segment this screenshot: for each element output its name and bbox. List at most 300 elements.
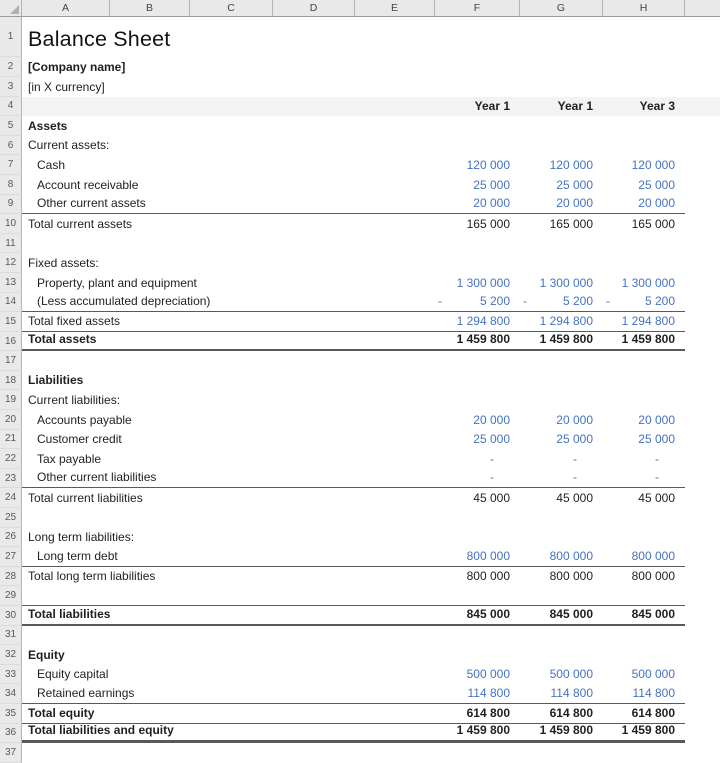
cell-G37[interactable] [520,743,603,763]
cell-G27[interactable] [520,547,603,566]
cell-G5[interactable] [520,116,603,136]
cell-F19[interactable] [435,390,520,410]
row-header-35[interactable]: 35 [0,704,22,724]
sheet-row [0,410,720,430]
cell-text: 25 000 [638,177,675,192]
cell-F3[interactable] [435,77,520,97]
cell-text: - [490,451,494,466]
row-content [22,449,685,469]
cell-F8[interactable] [435,175,520,195]
cell-text: 25 000 [638,432,675,447]
cell-text: 45 000 [473,491,510,506]
negative-sign: - [438,294,442,309]
cell-G12[interactable] [520,253,603,273]
cell-A11[interactable] [22,234,435,254]
cell-F27[interactable] [435,547,520,566]
cell-G35[interactable] [520,704,603,723]
cell-F31[interactable] [435,626,520,646]
row-content [22,136,685,156]
cell-H27[interactable] [603,547,685,566]
row-filler [685,528,720,548]
cell-F7[interactable] [435,155,520,175]
cell-H21[interactable] [603,430,685,450]
cell-text: Year 3 [639,99,675,114]
cell-text: 614 800 [466,705,510,720]
cell-F13[interactable] [435,273,520,293]
cell-G8[interactable] [520,175,603,195]
sheet-row [0,449,720,469]
row-header-27[interactable]: 27 [0,547,22,567]
row-content [22,528,685,548]
column-header-a[interactable]: A [22,0,110,16]
row-filler [685,17,720,57]
sheet-row [0,195,720,215]
row-header-30[interactable]: 30 [0,606,22,626]
cell-F34[interactable] [435,684,520,703]
cell-A15[interactable]: Total fixed assets [28,313,121,328]
column-header-f[interactable]: F [435,0,520,16]
row-header-25[interactable]: 25 [0,508,22,528]
column-header-d[interactable]: D [273,0,355,16]
cell-H30[interactable] [603,606,685,624]
cell-A6[interactable]: Current assets: [28,138,110,153]
cell-F5[interactable] [435,116,520,136]
cell-H37[interactable] [603,743,685,763]
cell-G30[interactable] [520,606,603,624]
row-header-36[interactable]: 36 [0,724,22,744]
cell-H22[interactable] [603,449,685,469]
cell-H36[interactable] [603,724,685,741]
cell-text: 614 800 [631,705,675,720]
cell-F9[interactable] [435,195,520,214]
cell-G17[interactable] [520,351,603,371]
row-content [22,430,685,450]
cell-A5[interactable]: Assets [28,118,68,133]
cell-A27[interactable]: Long term debt [37,548,118,563]
cell-text: 1 459 800 [539,332,593,347]
sheet-row [0,390,720,410]
cell-text: 800 000 [631,569,675,584]
row-header-24[interactable]: 24 [0,488,22,508]
cell-text: 1 459 800 [456,332,510,347]
row-filler [685,724,720,744]
row-header-12[interactable]: 12 [0,253,22,273]
cell-H29[interactable] [603,586,685,605]
cell-H28[interactable] [603,567,685,587]
row-content [22,273,685,293]
row-filler [685,293,720,313]
cell-G24[interactable] [520,488,603,508]
cell-G1[interactable] [520,17,603,57]
sheet-row [0,547,720,567]
cell-G6[interactable] [520,136,603,156]
cell-F24[interactable] [435,488,520,508]
cell-text: 5 200 [562,294,593,309]
cell-F18[interactable] [435,371,520,391]
row-header-22[interactable]: 22 [0,449,22,469]
cell-A25[interactable] [22,508,435,528]
row-header-8[interactable]: 8 [0,175,22,195]
cell-A13[interactable]: Property, plant and equipment [37,275,197,290]
sheet-row [0,626,720,646]
row-filler [685,273,720,293]
rows [0,17,720,763]
cell-H10[interactable] [603,214,685,234]
cell-H7[interactable] [603,155,685,175]
cell-A32[interactable]: Equity [28,647,65,662]
cell-F32[interactable] [435,645,520,665]
row-header-2[interactable]: 2 [0,57,22,77]
cell-G14[interactable] [520,293,603,312]
sheet-row [0,116,720,136]
cell-H24[interactable] [603,488,685,508]
row-header-34[interactable]: 34 [0,684,22,704]
row-filler [685,155,720,175]
row-header-3[interactable]: 3 [0,77,22,97]
cell-G32[interactable] [520,645,603,665]
cell-text: 1 300 000 [621,275,675,290]
cell-text: 120 000 [549,157,593,172]
cell-text: 1 294 800 [539,313,593,328]
cell-A24[interactable]: Total current liabilities [28,491,143,506]
cell-H19[interactable] [603,390,685,410]
cell-F2[interactable] [435,57,520,77]
sheet-row [0,704,720,724]
row-content [22,684,685,704]
cell-G10[interactable] [520,214,603,234]
row-filler [685,684,720,704]
row-filler [685,390,720,410]
cell-F21[interactable] [435,430,520,450]
cell-H17[interactable] [603,351,685,371]
row-header-32[interactable]: 32 [0,645,22,665]
cell-H20[interactable] [603,410,685,430]
select-all-corner[interactable] [0,0,22,16]
negative-sign: - [523,294,527,309]
cell-text: 25 000 [556,177,593,192]
cell-G13[interactable] [520,273,603,293]
row-header-16[interactable]: 16 [0,332,22,352]
cell-text: 800 000 [631,548,675,563]
row-header-37[interactable]: 37 [0,743,22,763]
cell-A2[interactable]: [Company name] [28,59,126,74]
page-title[interactable]: Balance Sheet [28,27,171,52]
sheet-row [0,77,720,97]
cell-G31[interactable] [520,626,603,646]
cell-A12[interactable]: Fixed assets: [28,255,99,270]
cell-H23[interactable] [603,469,685,488]
cell-A17[interactable] [22,351,435,371]
sheet-row [0,508,720,528]
sheet-row [0,97,720,117]
sheet-row [0,57,720,77]
cell-G20[interactable] [520,410,603,430]
cell-text: 165 000 [466,216,510,231]
cell-A28[interactable]: Total long term liabilities [28,569,156,584]
cell-G25[interactable] [520,508,603,528]
row-header-10[interactable]: 10 [0,214,22,234]
cell-F20[interactable] [435,410,520,430]
cell-text: 500 000 [466,667,510,682]
cell-text: - [573,451,577,466]
cell-H5[interactable] [603,116,685,136]
row-header-19[interactable]: 19 [0,390,22,410]
cell-A19[interactable]: Current liabilities: [28,393,121,408]
cell-G4[interactable] [520,97,603,117]
cell-A34[interactable]: Retained earnings [37,685,135,700]
cell-A3[interactable]: [in X currency] [28,79,105,94]
cell-F22[interactable] [435,449,520,469]
cell-H6[interactable] [603,136,685,156]
cell-G26[interactable] [520,528,603,548]
row-header-20[interactable]: 20 [0,410,22,430]
sheet-row [0,371,720,391]
cell-F26[interactable] [435,528,520,548]
cell-A37[interactable] [22,743,435,763]
row-header-23[interactable]: 23 [0,469,22,489]
cell-text: 25 000 [473,177,510,192]
cell-A36[interactable]: Total liabilities and equity [28,723,174,738]
cell-F28[interactable] [435,567,520,587]
cell-F15[interactable] [435,312,520,331]
cell-G29[interactable] [520,586,603,605]
sheet-row [0,175,720,195]
cell-F12[interactable] [435,253,520,273]
cell-G22[interactable] [520,449,603,469]
cell-G28[interactable] [520,567,603,587]
cell-H1[interactable] [603,17,685,57]
row-filler [685,469,720,489]
cell-G16[interactable] [520,332,603,350]
column-header-h[interactable]: H [603,0,685,16]
row-content [22,332,685,352]
cell-H8[interactable] [603,175,685,195]
cell-A35[interactable]: Total equity [28,705,95,720]
cell-H31[interactable] [603,626,685,646]
column-header-e[interactable]: E [355,0,435,16]
cell-A21[interactable]: Customer credit [37,432,122,447]
cell-H33[interactable] [603,665,685,685]
negative-sign: - [606,294,610,309]
cell-F16[interactable] [435,332,520,350]
cell-text: 845 000 [549,606,593,621]
row-header-13[interactable]: 13 [0,273,22,293]
cell-text: 614 800 [549,705,593,720]
cell-F29[interactable] [435,586,520,605]
cell-F33[interactable] [435,665,520,685]
row-content [22,97,685,117]
cell-F1[interactable] [435,17,520,57]
cell-G7[interactable] [520,155,603,175]
sheet-row [0,293,720,313]
cell-A4[interactable] [22,97,435,117]
cell-G18[interactable] [520,371,603,391]
cell-F11[interactable] [435,234,520,254]
row-content [22,195,685,215]
cell-H13[interactable] [603,273,685,293]
row-header-14[interactable]: 14 [0,293,22,313]
sheet-row [0,665,720,685]
cell-text: 1 459 800 [621,723,675,738]
cell-F30[interactable] [435,606,520,624]
row-content [22,77,685,97]
cell-text: 800 000 [549,548,593,563]
sheet-row [0,253,720,273]
cell-G11[interactable] [520,234,603,254]
cell-G33[interactable] [520,665,603,685]
cell-A10[interactable]: Total current assets [28,216,133,231]
row-header-17[interactable]: 17 [0,351,22,371]
cell-A23[interactable]: Other current liabilities [37,470,157,485]
sheet-row [0,430,720,450]
row-content [22,390,685,410]
row-header-1[interactable]: 1 [0,17,22,57]
row-content [22,586,685,606]
sheet-row [0,155,720,175]
cell-text: 500 000 [631,667,675,682]
sheet-row [0,586,720,606]
cell-A31[interactable] [22,626,435,646]
row-header-29[interactable]: 29 [0,586,22,606]
cell-text: 800 000 [466,548,510,563]
cell-H14[interactable] [603,293,685,312]
row-header-7[interactable]: 7 [0,155,22,175]
cell-A22[interactable]: Tax payable [37,451,102,466]
cell-F35[interactable] [435,704,520,723]
cell-F37[interactable] [435,743,520,763]
row-filler [685,586,720,606]
cell-F23[interactable] [435,469,520,488]
row-content [22,665,685,685]
cell-H3[interactable] [603,77,685,97]
cell-text: 845 000 [466,606,510,621]
cell-text: - [490,470,494,485]
cell-F36[interactable] [435,724,520,741]
cell-H32[interactable] [603,645,685,665]
cell-A8[interactable]: Account receivable [37,177,139,192]
cell-F6[interactable] [435,136,520,156]
cell-H34[interactable] [603,684,685,703]
cell-G36[interactable] [520,724,603,741]
cell-A7[interactable]: Cash [37,157,66,172]
select-all-triangle-icon [10,5,19,14]
sheet-row [0,645,720,665]
cell-H18[interactable] [603,371,685,391]
cell-text: 1 300 000 [456,275,510,290]
row-filler [685,234,720,254]
cell-G15[interactable] [520,312,603,331]
column-header-row [0,0,720,17]
column-header-c[interactable]: C [190,0,273,16]
sheet-row [0,273,720,293]
cell-G2[interactable] [520,57,603,77]
column-header-g[interactable]: G [520,0,603,16]
row-filler [685,214,720,234]
cell-A14[interactable]: (Less accumulated depreciation) [37,294,211,309]
row-filler [685,97,720,117]
row-header-28[interactable]: 28 [0,567,22,587]
cell-G3[interactable] [520,77,603,97]
row-header-15[interactable]: 15 [0,312,22,332]
cell-A30[interactable]: Total liabilities [28,606,111,621]
row-filler [685,626,720,646]
cell-H2[interactable] [603,57,685,77]
cell-text: 165 000 [549,216,593,231]
row-header-21[interactable]: 21 [0,430,22,450]
cell-H12[interactable] [603,253,685,273]
cell-F4[interactable] [435,97,520,117]
row-content [22,293,685,313]
sheet-row [0,684,720,704]
sheet-row [0,724,720,744]
sheet-row [0,136,720,156]
cell-G9[interactable] [520,195,603,214]
cell-text: 800 000 [549,569,593,584]
row-header-18[interactable]: 18 [0,371,22,391]
cell-A26[interactable]: Long term liabilities: [28,530,135,545]
cell-F25[interactable] [435,508,520,528]
cell-G19[interactable] [520,390,603,410]
sheet-row [0,312,720,332]
cell-A20[interactable]: Accounts payable [37,412,132,427]
row-header-9[interactable]: 9 [0,195,22,215]
cell-H25[interactable] [603,508,685,528]
row-header-4[interactable]: 4 [0,97,22,117]
row-content [22,626,685,646]
cell-G21[interactable] [520,430,603,450]
row-filler [685,606,720,626]
row-header-31[interactable]: 31 [0,626,22,646]
row-header-26[interactable]: 26 [0,528,22,548]
row-header-6[interactable]: 6 [0,136,22,156]
cell-H11[interactable] [603,234,685,254]
cell-A18[interactable]: Liabilities [28,373,84,388]
row-content [22,645,685,665]
cell-A29[interactable] [22,586,435,605]
cell-text: Year 1 [557,99,593,114]
cell-G34[interactable] [520,684,603,703]
row-content [22,469,685,489]
cell-F10[interactable] [435,214,520,234]
cell-H15[interactable] [603,312,685,331]
row-header-33[interactable]: 33 [0,665,22,685]
cell-text: - [655,470,659,485]
column-header-b[interactable]: B [110,0,190,16]
cell-H4[interactable] [603,97,685,117]
row-header-5[interactable]: 5 [0,116,22,136]
cell-F17[interactable] [435,351,520,371]
row-content [22,547,685,567]
cell-text: 20 000 [638,196,675,211]
cell-text: 1 459 800 [539,723,593,738]
row-content [22,57,685,77]
cell-A9[interactable]: Other current assets [37,196,146,211]
cell-A16[interactable]: Total assets [28,332,97,347]
cell-H26[interactable] [603,528,685,548]
cell-H16[interactable] [603,332,685,350]
row-header-11[interactable]: 11 [0,234,22,254]
cell-H35[interactable] [603,704,685,723]
cell-G23[interactable] [520,469,603,488]
cell-text: - [655,451,659,466]
cell-H9[interactable] [603,195,685,214]
row-filler [685,665,720,685]
cell-text: 1 459 800 [621,332,675,347]
cell-F14[interactable] [435,293,520,312]
cell-A33[interactable]: Equity capital [37,667,109,682]
cell-text: 45 000 [638,491,675,506]
cell-text: 1 294 800 [621,313,675,328]
